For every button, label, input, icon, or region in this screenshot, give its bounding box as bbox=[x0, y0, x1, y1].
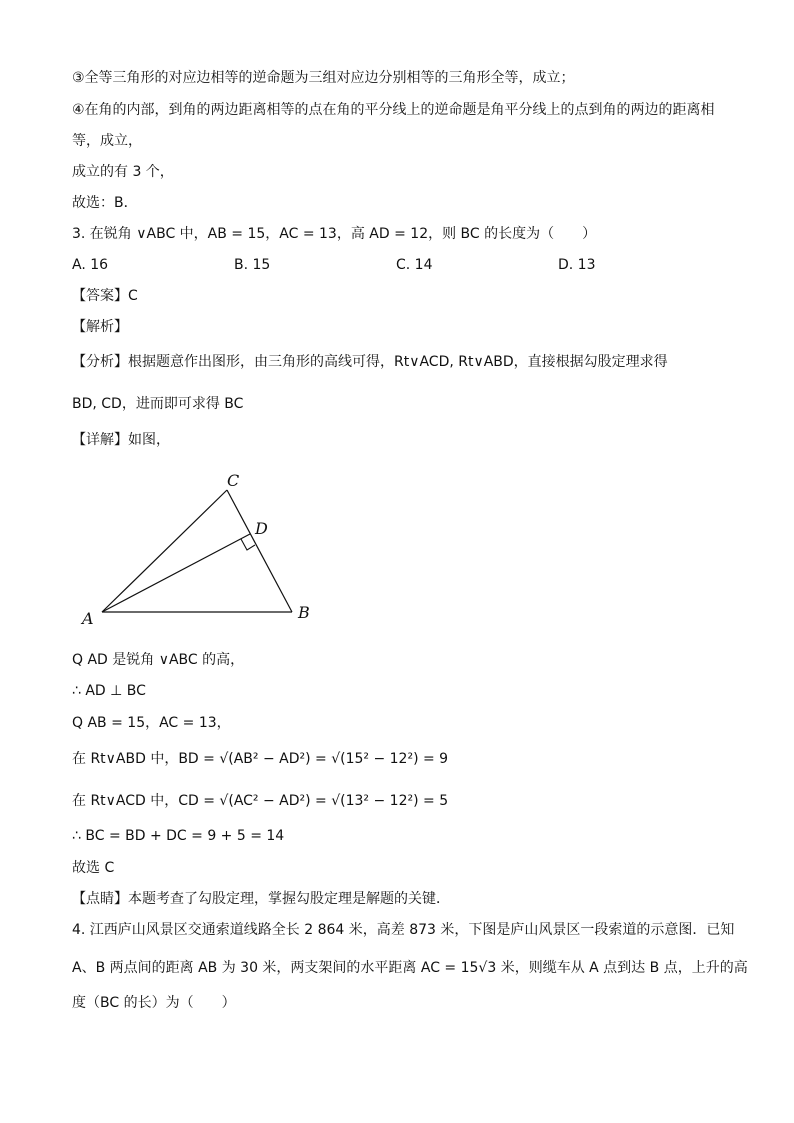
solution-line-6: ∴ BC = BD + DC = 9 + 5 = 14 bbox=[72, 828, 285, 844]
question-3-stem: 3. 在锐角 ∨ABC 中，AB = 15，AC = 13，高 AD = 12，则 BC 的长度为（ ） bbox=[72, 226, 597, 242]
line-1: ③全等三角形的对应边相等的逆命题为三组对应边分别相等的三角形全等，成立； bbox=[72, 70, 575, 86]
triangle-figure bbox=[70, 464, 330, 634]
solution-line-1: Q AD 是锐角 ∨ABC 的高， bbox=[72, 652, 245, 668]
line-2: ④在角的内部，到角的两边距离相等的点在角的平分线上的逆命题是角平分线上的点到角的两边的距离相 bbox=[72, 102, 715, 118]
option-c: C. 14 bbox=[396, 257, 433, 273]
question-4-line-3: 度（BC 的长）为（ ） bbox=[72, 995, 236, 1011]
label-a: A bbox=[82, 609, 94, 628]
question-4-line-2: A、B 两点间的距离 AB 为 30 米，两支架间的水平距离 AC = 15√3 米，则缆车从 A 点到达 B 点，上升的高 bbox=[72, 960, 748, 976]
line-5: 故选：B． bbox=[72, 195, 138, 211]
comment-line: 【点睛】本题考查了勾股定理，掌握勾股定理是解题的关键． bbox=[72, 891, 450, 907]
solution-line-3: Q AB = 15，AC = 13， bbox=[72, 715, 231, 731]
solution-line-2: ∴ AD ⊥ BC bbox=[72, 683, 146, 699]
solution-line-4: 在 Rt∨ABD 中，BD = √(AB² − AD²) = √(15² − 12²) = 9 bbox=[72, 751, 449, 767]
label-d: D bbox=[255, 519, 268, 538]
analysis-line-2: BD, CD，进而即可求得 BC bbox=[72, 396, 244, 412]
label-b: B bbox=[298, 603, 310, 622]
option-a: A. 16 bbox=[72, 257, 109, 273]
analysis-line-1: 【分析】根据题意作出图形，由三角形的高线可得，Rt∨ACD, Rt∨ABD，直接根据勾股定理求得 bbox=[72, 354, 668, 370]
option-d: D. 13 bbox=[558, 257, 596, 273]
line-4: 成立的有 3 个， bbox=[72, 164, 174, 180]
option-b: B. 15 bbox=[234, 257, 271, 273]
label-c: C bbox=[227, 471, 240, 490]
question-4-line-1: 4. 江西庐山风景区交通索道线路全长 2 864 米，高差 873 米，下图是庐山风景区一段索道的示意图．已知 bbox=[72, 922, 735, 938]
line-3: 等，成立， bbox=[72, 133, 142, 149]
solution-line-5: 在 Rt∨ACD 中，CD = √(AC² − AD²) = √(13² − 12²) = 5 bbox=[72, 793, 449, 809]
analysis-title: 【解析】 bbox=[72, 319, 128, 335]
detail-label: 【详解】如图， bbox=[72, 432, 170, 448]
answer-label: 【答案】C bbox=[72, 288, 138, 304]
solution-line-7: 故选 C bbox=[72, 860, 115, 876]
right-angle-mark bbox=[241, 539, 255, 550]
